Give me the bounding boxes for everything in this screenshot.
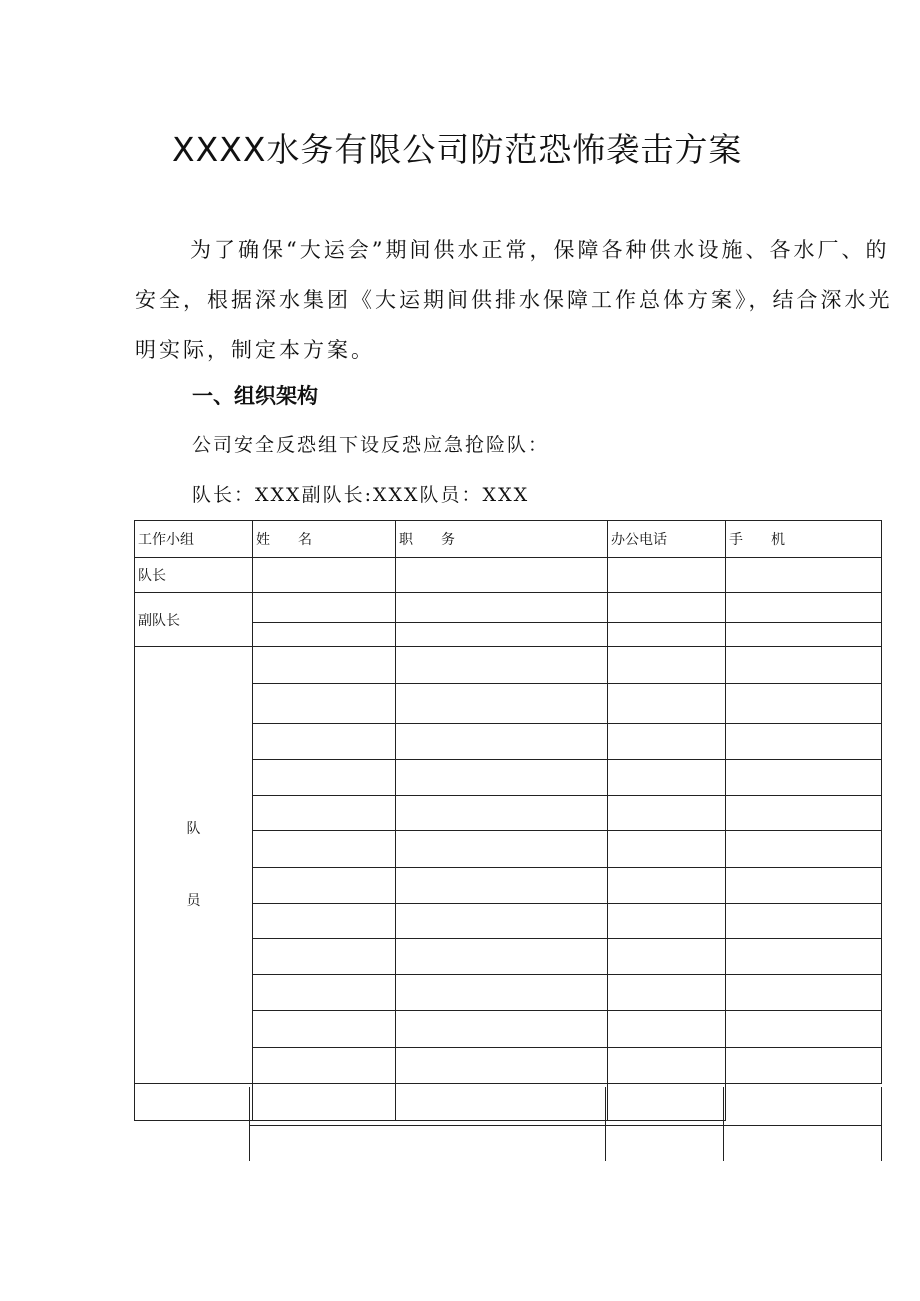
row-label-deputy: 副队长 bbox=[135, 593, 253, 647]
table-cell[interactable] bbox=[396, 1048, 608, 1084]
table-cell[interactable] bbox=[726, 558, 882, 593]
table-cell[interactable] bbox=[726, 796, 882, 831]
table-cell[interactable] bbox=[396, 904, 608, 939]
header-work-group: 工作小组 bbox=[135, 521, 253, 558]
table-cell[interactable] bbox=[608, 796, 726, 831]
table-cell[interactable] bbox=[253, 558, 396, 593]
table-cell[interactable] bbox=[726, 1048, 882, 1084]
table-cell[interactable] bbox=[726, 1011, 882, 1048]
table-cell[interactable] bbox=[608, 1011, 726, 1048]
table-header-row bbox=[135, 521, 882, 558]
team-intro-text: 公司安全反恐组下设反恐应急抢险队： bbox=[192, 434, 550, 456]
table-cell[interactable] bbox=[396, 1011, 608, 1048]
table-continuation bbox=[249, 1087, 882, 1161]
table-cell[interactable] bbox=[396, 647, 608, 684]
table-row bbox=[250, 1087, 882, 1125]
table-cell[interactable] bbox=[608, 684, 726, 724]
table-cell[interactable] bbox=[608, 623, 726, 647]
table-cell[interactable] bbox=[726, 904, 882, 939]
table-cell[interactable] bbox=[726, 684, 882, 724]
table-cell[interactable] bbox=[396, 684, 608, 724]
table-cell[interactable] bbox=[608, 760, 726, 796]
table-cell[interactable] bbox=[608, 868, 726, 904]
table-cell[interactable] bbox=[608, 647, 726, 684]
table-cell[interactable] bbox=[396, 975, 608, 1011]
table-cell[interactable] bbox=[253, 975, 396, 1011]
header-mobile: 手机 bbox=[726, 521, 882, 558]
table-cell[interactable] bbox=[396, 623, 608, 647]
table-cell[interactable] bbox=[396, 868, 608, 904]
members-label-char-2: 员 bbox=[186, 893, 201, 909]
table-cell[interactable] bbox=[396, 724, 608, 760]
table-cell[interactable] bbox=[396, 939, 608, 975]
header-office-phone: 办公电话 bbox=[608, 521, 726, 558]
table-cell[interactable] bbox=[396, 796, 608, 831]
table-cell[interactable] bbox=[250, 1087, 606, 1125]
table-cell[interactable] bbox=[253, 1011, 396, 1048]
table-cell[interactable] bbox=[253, 724, 396, 760]
section-heading-organization: 一、组织架构 bbox=[192, 384, 318, 408]
table-cell[interactable] bbox=[608, 975, 726, 1011]
table-cell[interactable] bbox=[726, 724, 882, 760]
table-cell[interactable] bbox=[726, 593, 882, 623]
table-cell[interactable] bbox=[724, 1125, 882, 1161]
table-cell[interactable] bbox=[135, 1084, 253, 1121]
table-cell[interactable] bbox=[726, 760, 882, 796]
table-cell[interactable] bbox=[726, 868, 882, 904]
team-roster-table bbox=[134, 520, 882, 1121]
team-leaders-text: 队长：XXX副队长:XXX队员：XXX bbox=[192, 484, 530, 506]
table-cell[interactable] bbox=[253, 684, 396, 724]
members-label-char-1: 队 bbox=[186, 821, 201, 837]
row-label-leader: 队长 bbox=[135, 558, 253, 593]
table-cell[interactable] bbox=[396, 831, 608, 868]
table-cell[interactable] bbox=[253, 831, 396, 868]
table-cell[interactable] bbox=[253, 796, 396, 831]
table-cell[interactable] bbox=[253, 623, 396, 647]
intro-paragraph-line-2: 安全，根据深水集团《大运期间供排水保障工作总体方案》，结合深水光 bbox=[135, 288, 893, 312]
table-cell[interactable] bbox=[724, 1087, 882, 1125]
table-cell[interactable] bbox=[606, 1125, 724, 1161]
table-cell[interactable] bbox=[726, 647, 882, 684]
table-row bbox=[135, 593, 882, 623]
header-position: 职务 bbox=[396, 521, 608, 558]
table-cell[interactable] bbox=[608, 558, 726, 593]
table-cell[interactable] bbox=[253, 760, 396, 796]
table-cell[interactable] bbox=[608, 593, 726, 623]
table-cell[interactable] bbox=[608, 831, 726, 868]
table-cell[interactable] bbox=[396, 593, 608, 623]
table-cell[interactable] bbox=[608, 939, 726, 975]
table-cell[interactable] bbox=[396, 760, 608, 796]
table-cell[interactable] bbox=[253, 904, 396, 939]
intro-paragraph-line-3: 明实际，制定本方案。 bbox=[135, 338, 375, 362]
table-row bbox=[135, 647, 882, 684]
table-cell[interactable] bbox=[396, 558, 608, 593]
header-name: 姓名 bbox=[253, 521, 396, 558]
table-cell[interactable] bbox=[608, 1048, 726, 1084]
table-cell[interactable] bbox=[253, 1048, 396, 1084]
table-cell[interactable] bbox=[726, 623, 882, 647]
table-cell[interactable] bbox=[253, 593, 396, 623]
table-cell[interactable] bbox=[608, 724, 726, 760]
table-cell[interactable] bbox=[726, 975, 882, 1011]
table-cell[interactable] bbox=[250, 1125, 606, 1161]
table-cell[interactable] bbox=[608, 904, 726, 939]
table-cell[interactable] bbox=[253, 939, 396, 975]
table-cell[interactable] bbox=[606, 1087, 724, 1125]
table-row bbox=[135, 558, 882, 593]
table-row bbox=[250, 1125, 882, 1161]
document-title: XXXX水务有限公司防范恐怖袭击方案 bbox=[172, 130, 743, 169]
intro-paragraph-line-1: 为了确保“大运会”期间供水正常，保障各种供水设施、各水厂、的 bbox=[190, 238, 890, 262]
table-cell[interactable] bbox=[253, 868, 396, 904]
table-cell[interactable] bbox=[253, 647, 396, 684]
table-cell[interactable] bbox=[726, 939, 882, 975]
table-cell[interactable] bbox=[726, 831, 882, 868]
row-label-members bbox=[135, 647, 253, 1084]
